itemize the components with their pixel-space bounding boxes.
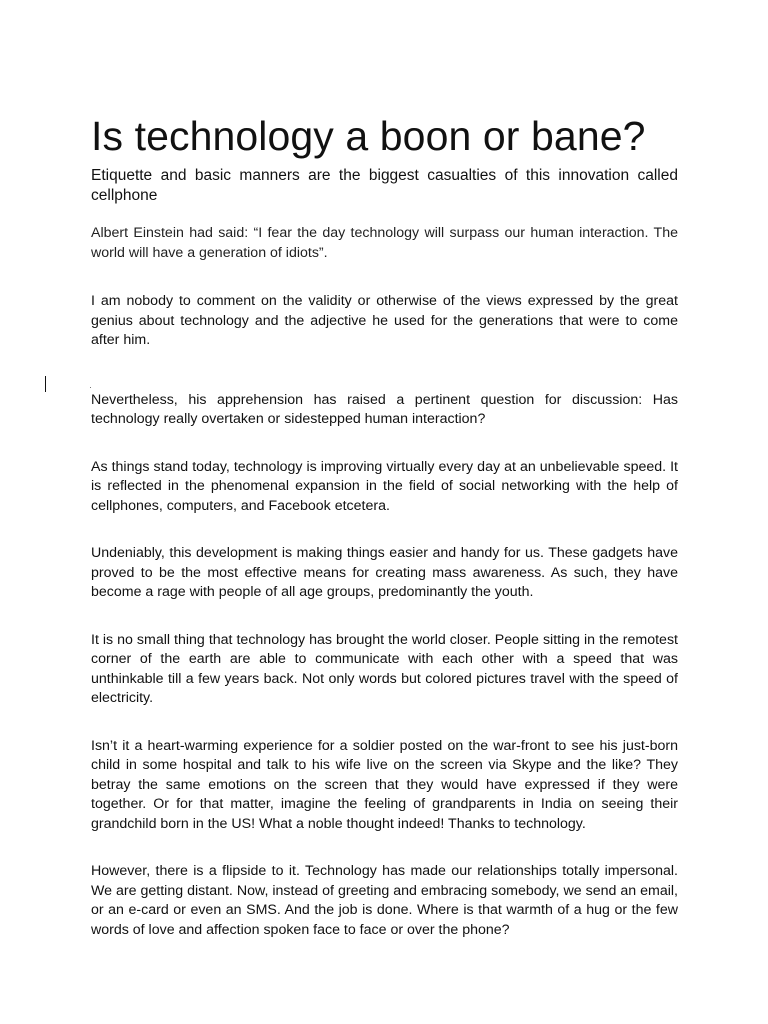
- paragraph: Undeniably, this development is making things easier and handy for us. These gadgets have proved to be the most effective means for creating mass awareness. As such, they have become a rage with people of all age groups, predominantly the youth.: [91, 545, 678, 600]
- paragraph: It is no small thing that technology has brought the world closer. People sitting in the remotest corner of the earth are able to communicate with each other with a speed that was unthinkable till a few years back. Not only words but colored pictures travel with the speed of electricity.: [91, 631, 678, 706]
- paragraph-einstein-quote: Albert Einstein had said: “I fear the day technology will surpass our human interaction. The world will have a generation of idiots”.: [91, 225, 678, 261]
- document-subtitle: Etiquette and basic manners are the biggest casualties of this innovation called cellphone: [91, 167, 678, 204]
- paragraph: I am nobody to comment on the validity or otherwise of the views expressed by the great genius about technology and the adjective he used for the generations that were to come after him.: [91, 293, 678, 348]
- paragraph: Nevertheless, his apprehension has raised a pertinent question for discussion: Has technology really overtaken or sidestepped human interaction?: [91, 391, 678, 427]
- document-body: [91, 112, 678, 940]
- text-cursor: [45, 376, 46, 392]
- paragraph: However, there is a flipside to it. Technology has made our relationships totally impersonal. We are getting distant. Now, instead of greeting and embracing somebody, we send an email, or an e-card or even an SMS. And the job is done. Where is that warmth of a hug or the few words of love and affection spoken face to face or over the phone?: [91, 863, 678, 938]
- paragraph: As things stand today, technology is improving virtually every day at an unbelievable speed. It is reflected in the phenomenal expansion in the field of social networking with the help of cellphones, computers, and Facebook etcetera.: [91, 458, 678, 514]
- paragraph: Isn’t it a heart-warming experience for a soldier posted on the war-front to see his just-born child in some hospital and talk to his wife live on the screen via Skype and the like? They betray the same emotions on the screen that they would have expressed if they were together. Or for that matter, imagine the feeling of grandparents in India on seeing their grandchild born in the US! What a noble thought indeed! Thanks to technology.: [91, 737, 678, 832]
- document-title: Is technology a boon or bane?: [91, 113, 646, 159]
